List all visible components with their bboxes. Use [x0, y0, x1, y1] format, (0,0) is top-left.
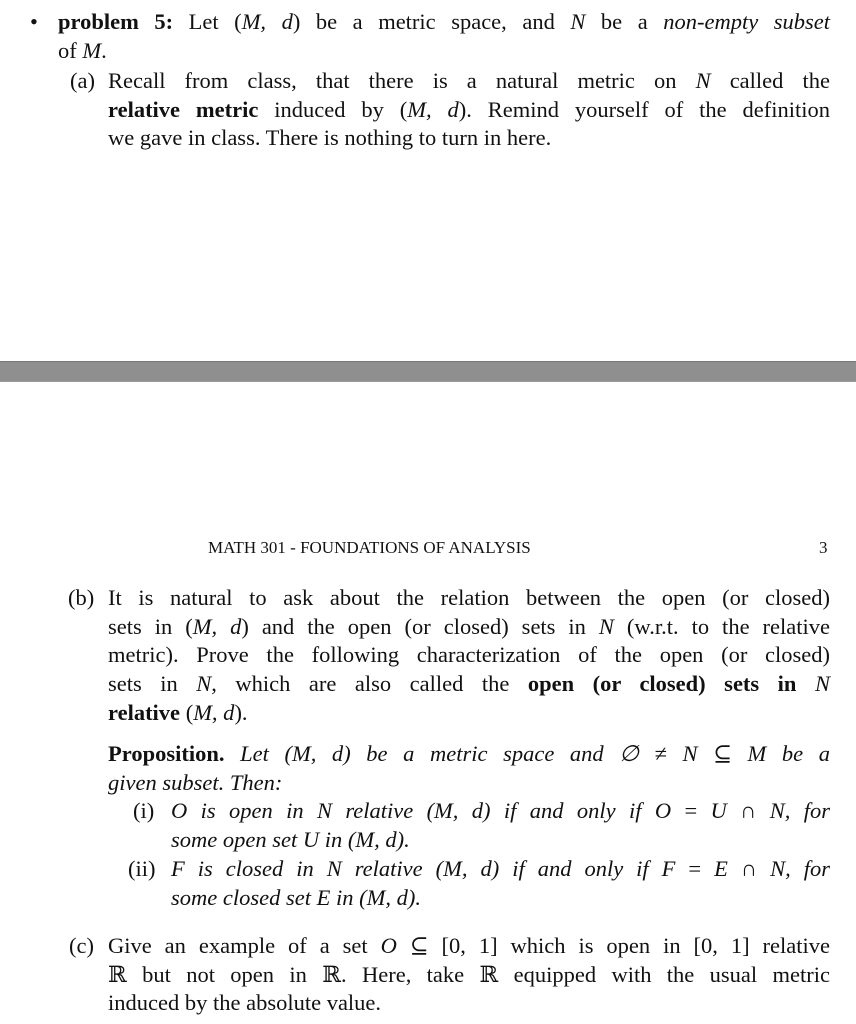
- item-ii-text: [171, 855, 830, 912]
- italic-text: E ∩ N, for: [714, 856, 830, 881]
- page-number: 3: [819, 538, 828, 557]
- text-run: , which are also called the: [211, 671, 528, 697]
- italic-text: some closed set E in (M, d).: [171, 884, 421, 910]
- text-line: [108, 67, 830, 96]
- text-line: [108, 961, 830, 990]
- text-run: ) and the open (or closed) sets in: [241, 613, 599, 639]
- text-run: (w.r.t. to the relative: [613, 613, 830, 639]
- running-header: MATH 301 - FOUNDATIONS OF ANALYSIS: [208, 538, 531, 557]
- item-i-text: [171, 797, 830, 854]
- italic-text: ) be a metric space and ∅ ≠ N ⊆ M be a: [343, 741, 830, 766]
- text-run: called the: [710, 68, 830, 93]
- italic-text: M, d: [291, 741, 344, 766]
- italic-text: F is closed in N relative (M, d) if and only if F: [171, 856, 676, 881]
- italic-text: Let (: [224, 741, 292, 766]
- text-run: ).: [234, 699, 248, 725]
- text-line: [108, 769, 830, 798]
- italic-text: N: [695, 68, 711, 93]
- bold-text: Proposition.: [108, 741, 225, 766]
- text-run: sets in (: [108, 613, 193, 639]
- text-run: induced by (: [258, 96, 408, 122]
- text-run: be a: [585, 9, 664, 34]
- italic-text: N: [570, 9, 586, 34]
- text-line: [108, 584, 830, 613]
- italic-text: N: [814, 671, 830, 697]
- italic-text: M, d: [193, 699, 235, 725]
- text-run: we gave in class. There is nothing to turn in here.: [108, 125, 552, 151]
- text-run: Give an example of a set: [108, 933, 381, 958]
- text-run: It is natural to ask about the relation between the open (or closed): [108, 585, 830, 610]
- italic-text: M, d: [407, 96, 459, 122]
- part-a-label: (a): [70, 68, 95, 93]
- italic-text: O: [380, 933, 397, 958]
- problem-statement: [58, 8, 830, 65]
- part-a-text: [108, 67, 830, 153]
- part-b-text: [108, 584, 830, 727]
- text-run: Recall from class, that there is a natural metric on: [108, 68, 696, 93]
- italic-text: M: [82, 37, 102, 63]
- bullet: •: [30, 9, 38, 34]
- text-line: [108, 699, 830, 728]
- bold-text: problem 5:: [58, 9, 174, 34]
- italic-text: some open set U in (M, d).: [171, 826, 410, 852]
- text-line: [171, 797, 830, 826]
- text-line: [108, 96, 830, 125]
- text-run: sets in: [108, 671, 197, 697]
- italic-text: N: [598, 613, 614, 639]
- text-line: [171, 884, 830, 913]
- text-line: [108, 740, 830, 769]
- text-line: [108, 641, 830, 670]
- text-run: ⊆ [0, 1] which is open in [0, 1] relative: [396, 933, 830, 958]
- page-separator: [0, 361, 856, 382]
- proposition: [108, 740, 830, 797]
- text-line: [171, 855, 830, 884]
- text-run: ℝ but not open in ℝ. Here, take ℝ equipped with the usual metric: [108, 961, 830, 987]
- text-line: [108, 989, 830, 1018]
- text-line: [108, 124, 830, 153]
- text-line: [171, 826, 830, 855]
- part-c-label: (c): [69, 933, 94, 958]
- part-c-text: [108, 932, 830, 1018]
- item-ii-label: (ii): [128, 856, 156, 881]
- text-line: [108, 932, 830, 961]
- text-run: ). Remind yourself of the definition: [458, 96, 831, 122]
- text-line: [58, 8, 830, 37]
- italic-text: O is open in N relative (M, d) if and only if O: [171, 798, 672, 823]
- italic-text: non-empty subset: [663, 9, 830, 34]
- italic-text: N: [196, 671, 212, 697]
- text-line: [58, 37, 830, 66]
- bold-text: relative metric: [108, 96, 259, 122]
- text-line: [108, 613, 830, 642]
- italic-text: M, d: [241, 9, 293, 34]
- text-run: =: [675, 856, 715, 881]
- text-run: metric). Prove the following characterization of the open (or closed): [108, 642, 830, 668]
- text-run: ) be a metric space, and: [292, 9, 571, 34]
- text-run: =: [671, 798, 711, 823]
- text-line: [108, 670, 830, 699]
- text-run: (: [180, 699, 194, 725]
- bold-text: open (or closed) sets in: [527, 671, 815, 697]
- text-run: induced by the absolute value.: [108, 990, 382, 1016]
- part-b-label: (b): [68, 585, 95, 610]
- text-run: of: [58, 37, 83, 63]
- italic-text: given subset. Then:: [108, 769, 283, 795]
- bold-text: relative: [108, 699, 181, 725]
- italic-text: M, d: [192, 613, 242, 639]
- text-run: Let (: [173, 9, 242, 34]
- item-i-label: (i): [133, 798, 155, 823]
- text-run: .: [101, 37, 107, 63]
- italic-text: U ∩ N, for: [710, 798, 830, 823]
